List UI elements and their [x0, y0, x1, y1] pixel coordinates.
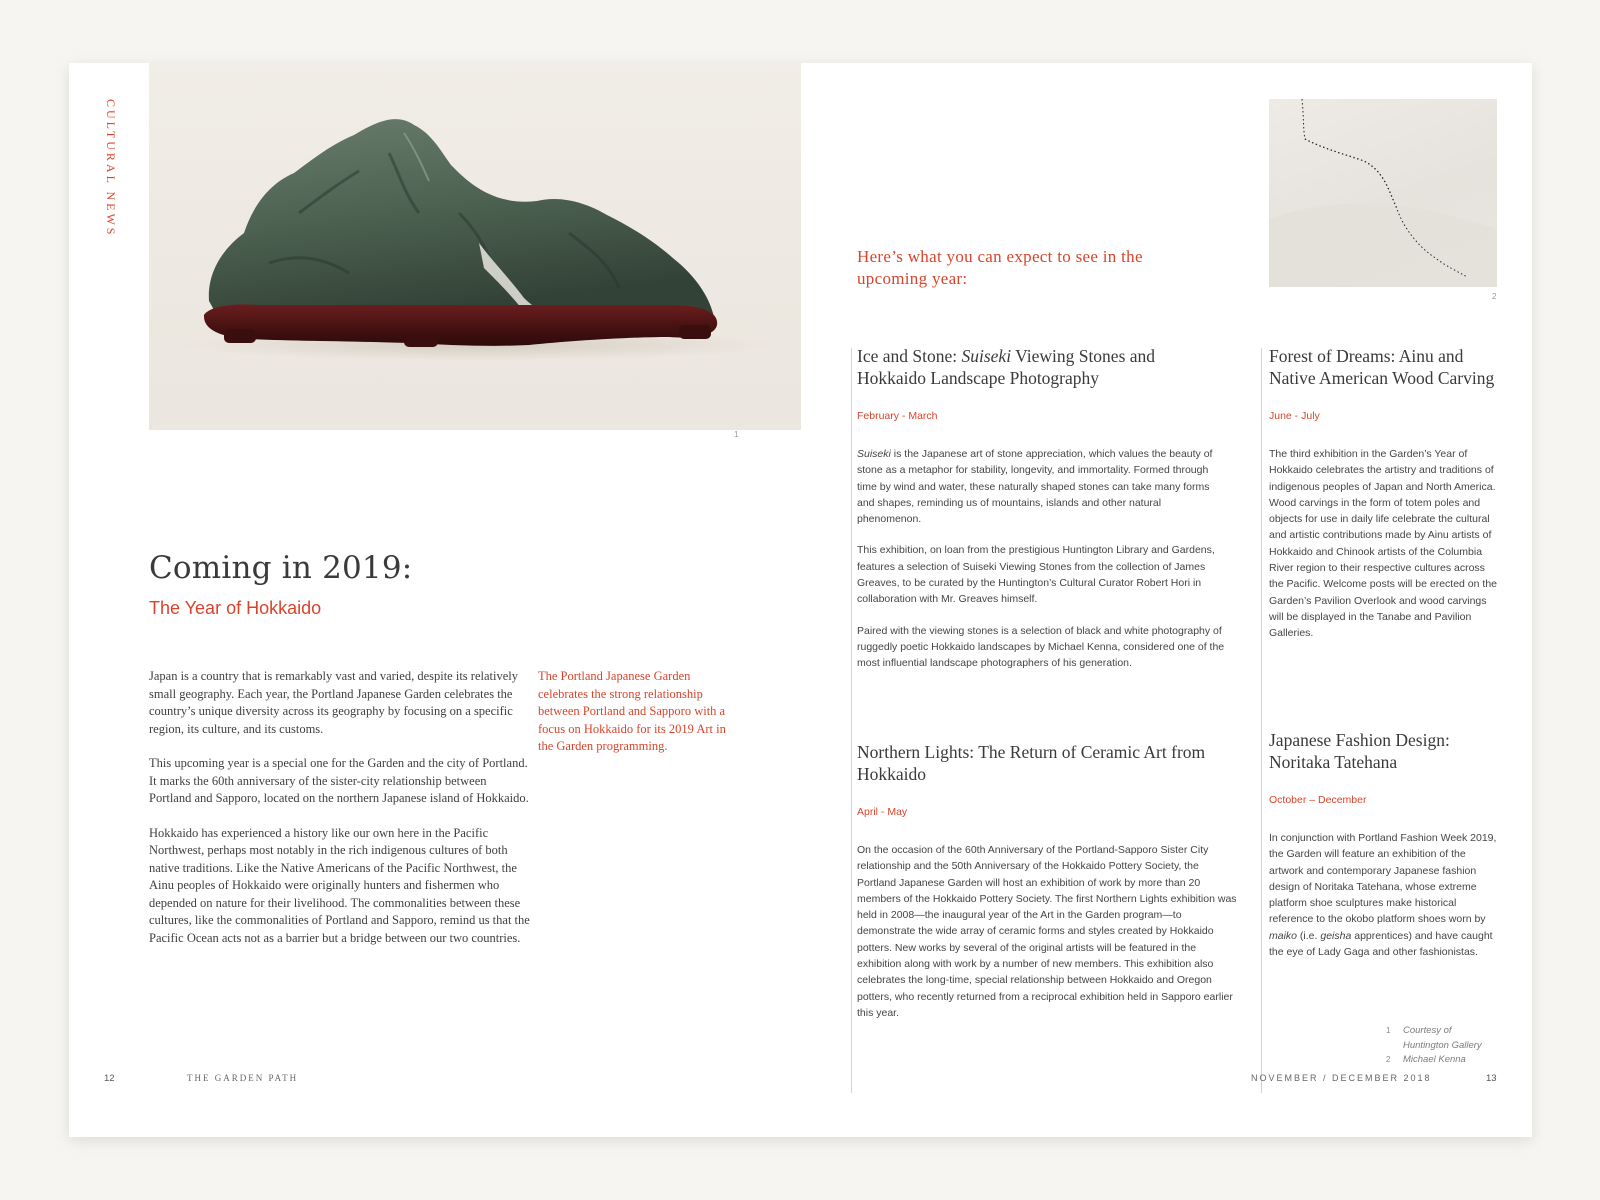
publication-name: THE GARDEN PATH: [187, 1073, 299, 1083]
exhibition-description: On the occasion of the 60th Anniversary of the Portland-Sapporo Sister City relationship and the 50th Anniversary of the Hokkaido Pottery Society, the Portland Japanese Garden will host an exhibition of work by more than 20 members of the Hokkaido Pottery Society. The first Northern Lights exhibition was held in 2008—the inaugural year of the Art in the Garden program—to demonstrate the wide array of ceramic forms and styles created by Hokkaido potters. New works by several of the original artists will be featured in the exhibition along with work by a number of new members. This exhibition also celebrates the long-time, special relationship between Hokkaido and Oregon potters, who recently returned from a reciprocal exhibition held in Sapporo earlier this year.: [857, 844, 1237, 1019]
body-paragraph-3: Hokkaido has experienced a history like our own here in the Pacific Northwest, perhaps most notably in the rich indigenous cultures of both native traditions. Like the Native Americans of the Pacific Northwest, the Ainu peoples of Hokkaido were originally hunters and fishermen who depended on nature for their livelihood. The commonalities between these cultures, like the commonalities of Portland and Sapporo, remind us that the Pacific Ocean acts not as a barrier but a bridge between our two countries.: [149, 825, 530, 945]
exhibition-title: Japanese Fashion Design: Noritaka Tatehana: [1269, 730, 1450, 772]
exhibition-dates: October – December: [1269, 794, 1367, 806]
suiseki-stone-photo: [149, 63, 801, 430]
column-rule-2: [1261, 348, 1262, 1093]
page-number-right: 13: [1486, 1073, 1497, 1084]
pull-quote: The Portland Japanese Garden celebrates the strong relationship between Portland and Sapporo with a focus on Hokkaido for its 2019 Art in the Garden programming.: [538, 669, 726, 753]
exhibition-dates: June - July: [1269, 410, 1320, 422]
exhibition-description: The third exhibition in the Garden’s Year of Hokkaido celebrates the artistry and traditions of indigenous peoples of Japan and North America. Wood carvings in the form of totem poles and objects for use in daily life celebrate the cultural and artistic contributions made by Ainu artists of Hokkaido and Chinook artists of the Columbia River region to their respective cultures across the Pacific. Welcome posts will be erected on the Garden’s Pavilion Overlook and wood carvings will be displayed in the Tanabe and Pavilion Galleries.: [1269, 448, 1498, 640]
credit-2: 2 Michael Kenna: [1386, 1054, 1466, 1065]
magazine-spread: [69, 63, 1532, 1137]
article-body: [149, 668, 530, 964]
snow-landscape-illustration: [1269, 99, 1497, 287]
stone-illustration: [149, 63, 801, 430]
photo-number-2: 2: [1492, 292, 1497, 301]
exhibition-title: Northern Lights: The Return of Ceramic Art from Hokkaido: [857, 742, 1206, 784]
page-number-left: 12: [104, 1073, 115, 1084]
snow-fence-photo: [1269, 99, 1497, 287]
exhibition-fashion-design: [1269, 729, 1497, 960]
intro-heading: Here’s what you can expect to see in the upcoming year:: [857, 247, 1143, 288]
exhibition-description: In conjunction with Portland Fashion Week 2019, the Garden will feature an exhibition of the artwork and contemporary Japanese fashion design of Noritaka Tatehana, whose extreme platform shoe sculptures make historical reference to the okobo platform shoes worn by maiko (i.e. geisha apprentices) and have caught the eye of Lady Gaga and other fashionistas.: [1269, 832, 1497, 959]
exhibition-northern-lights: [857, 741, 1237, 1021]
body-paragraph-1: Japan is a country that is remarkably vast and varied, despite its relatively small geography. Each year, the Portland Japanese Garden celebrates the country’s unique diversity across its geography by focusing on a specific region, its culture, and its customs.: [149, 669, 518, 736]
issue-date: NOVEMBER / DECEMBER 2018: [1251, 1073, 1432, 1083]
exhibition-ice-and-stone: [857, 345, 1227, 687]
exhibition-dates: April - May: [857, 806, 908, 818]
section-tag: CULTURAL NEWS: [104, 99, 118, 238]
exhibition-title: Forest of Dreams: Ainu and Native American Wood Carving: [1269, 346, 1495, 388]
photo-credits: [1386, 1024, 1506, 1068]
body-paragraph-2: This upcoming year is a special one for the Garden and the city of Portland. It marks the 60th anniversary of the sister-city relationship between Portland and Sapporo, located on the northern Japanese island of Hokkaido.: [149, 756, 529, 805]
article-subtitle: The Year of Hokkaido: [149, 598, 322, 618]
exhibition-description: Suiseki is the Japanese art of stone appreciation, which values the beauty of stone as a metaphor for stability, longevity, and immortality. Formed through time by wind and water, these naturally shaped stones can take many forms and shapes, reminding us of mountains, islands and other natural phenomenon. This exhibition, on loan from the prestigious Huntington Library and Gardens, features a selection of Suiseki Viewing Stones from the collection of James Greaves, to be curated by the Huntington’s Cultural Curator Robert Hori in collaboration with Mr. Greaves himself. Paired with the viewing stones is a selection of black and white photography of ruggedly poetic Hokkaido landscapes by Michael Kenna, considered one of the most influential landscape photographers of his generation.: [857, 448, 1225, 670]
exhibition-title: Ice and Stone: Suiseki Viewing Stones and Hokkaido Landscape Photography: [857, 346, 1156, 388]
article-title: Coming in 2019:: [149, 550, 413, 586]
exhibition-forest-of-dreams: [1269, 345, 1497, 642]
credit-1: 1 Courtesy of Huntington Gallery: [1386, 1025, 1482, 1051]
exhibition-dates: February - March: [857, 410, 938, 422]
column-rule-1: [851, 348, 852, 1093]
photo-number-1: 1: [734, 430, 739, 439]
